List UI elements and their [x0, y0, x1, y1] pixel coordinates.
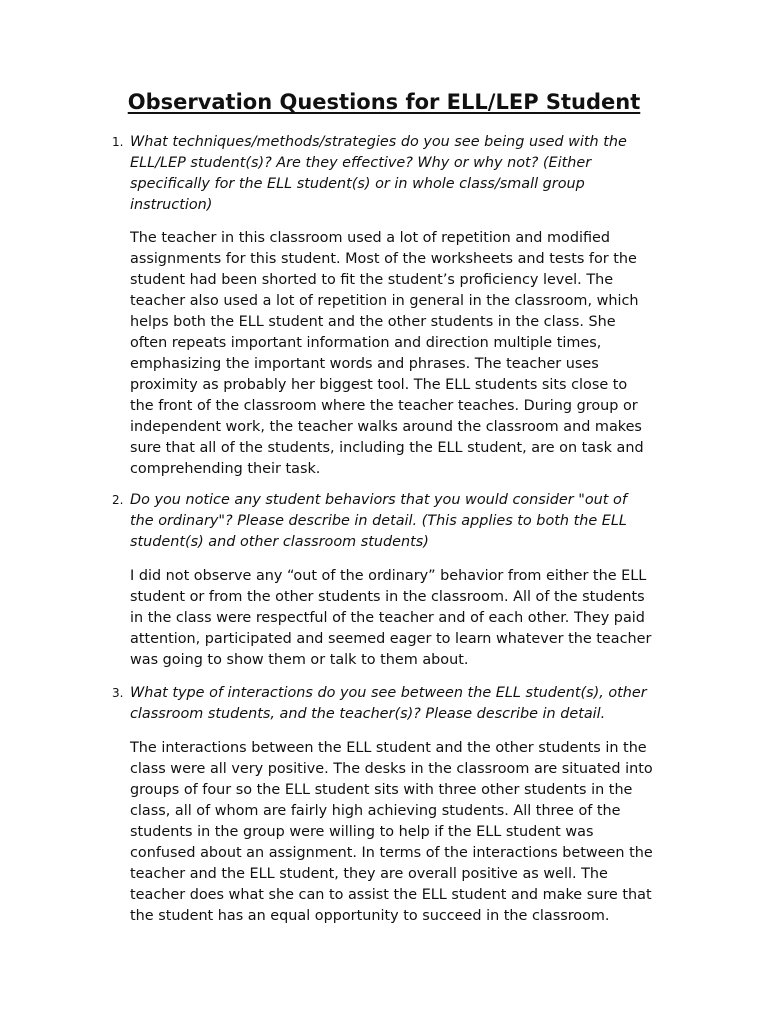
answer-line: sure that all of the students, including the ELL student, are on task and — [130, 440, 644, 456]
question-line: ELL/LEP student(s)? Are they effective? Why or why not? (Either — [130, 155, 592, 171]
answer-line: often repeats important information and direction multiple times, — [130, 335, 602, 351]
question-line: specifically for the ELL student(s) or in whole class/small group — [130, 176, 585, 192]
question-line: Do you notice any student behaviors that you would consider "out of — [130, 492, 627, 508]
answer-line: The teacher in this classroom used a lot of repetition and modified — [130, 230, 610, 246]
answer-line: I did not observe any “out of the ordinary” behavior from either the ELL — [130, 568, 647, 584]
answer-line: emphasizing the important words and phrases. The teacher uses — [130, 356, 599, 372]
question-number: 1. — [112, 135, 124, 149]
page-title: Observation Questions for ELL/LEP Student — [127, 90, 641, 114]
question-line: What type of interactions do you see between the ELL student(s), other — [130, 685, 647, 701]
answer-line: class, all of whom are fairly high achieving students. All three of the — [130, 803, 621, 819]
answer-1 — [130, 228, 690, 480]
answer-line: was going to show them or talk to them about. — [130, 652, 469, 668]
answer-line: helps both the ELL student and the other students in the class. She — [130, 314, 616, 330]
answer-line: teacher and the ELL student, they are overall positive as well. The — [130, 866, 608, 882]
answer-line: student or from the other students in the classroom. All of the students — [130, 589, 645, 605]
answer-line: confused about an assignment. In terms of the interactions between the — [130, 845, 653, 861]
answer-3 — [130, 738, 690, 927]
question-number: 3. — [112, 686, 124, 700]
answer-line: students in the group were willing to help if the ELL student was — [130, 824, 594, 840]
answer-line: The interactions between the ELL student and the other students in the — [130, 740, 647, 756]
question-1 — [112, 132, 690, 216]
answer-line: comprehending their task. — [130, 461, 321, 477]
question-number: 2. — [112, 493, 124, 507]
answer-line: attention, participated and seemed eager to learn whatever the teacher — [130, 631, 652, 647]
question-line: classroom students, and the teacher(s)? Please describe in detail. — [130, 706, 606, 722]
question-line: instruction) — [130, 197, 213, 213]
answer-line: independent work, the teacher walks around the classroom and makes — [130, 419, 642, 435]
answer-line: the front of the classroom where the teacher teaches. During group or — [130, 398, 638, 414]
answer-line: student had been shorted to fit the student’s proficiency level. The — [130, 272, 614, 288]
question-3 — [112, 683, 690, 725]
answer-line: assignments for this student. Most of the worksheets and tests for the — [130, 251, 637, 267]
question-line: student(s) and other classroom students) — [130, 534, 429, 550]
question-2 — [112, 490, 690, 553]
answer-2 — [130, 566, 690, 671]
answer-line: groups of four so the ELL student sits with three other students in the — [130, 782, 633, 798]
answer-line: teacher does what she can to assist the ELL student and make sure that — [130, 887, 652, 903]
question-line: What techniques/methods/strategies do you see being used with the — [130, 134, 627, 150]
answer-line: teacher also used a lot of repetition in general in the classroom, which — [130, 293, 639, 309]
answer-line: in the class were respectful of the teacher and of each other. They paid — [130, 610, 645, 626]
answer-line: the student has an equal opportunity to succeed in the classroom. — [130, 908, 610, 924]
answer-line: class were all very positive. The desks in the classroom are situated into — [130, 761, 653, 777]
question-line: the ordinary"? Please describe in detail. (This applies to both the ELL — [130, 513, 627, 529]
answer-line: proximity as probably her biggest tool. The ELL students sits close to — [130, 377, 628, 393]
